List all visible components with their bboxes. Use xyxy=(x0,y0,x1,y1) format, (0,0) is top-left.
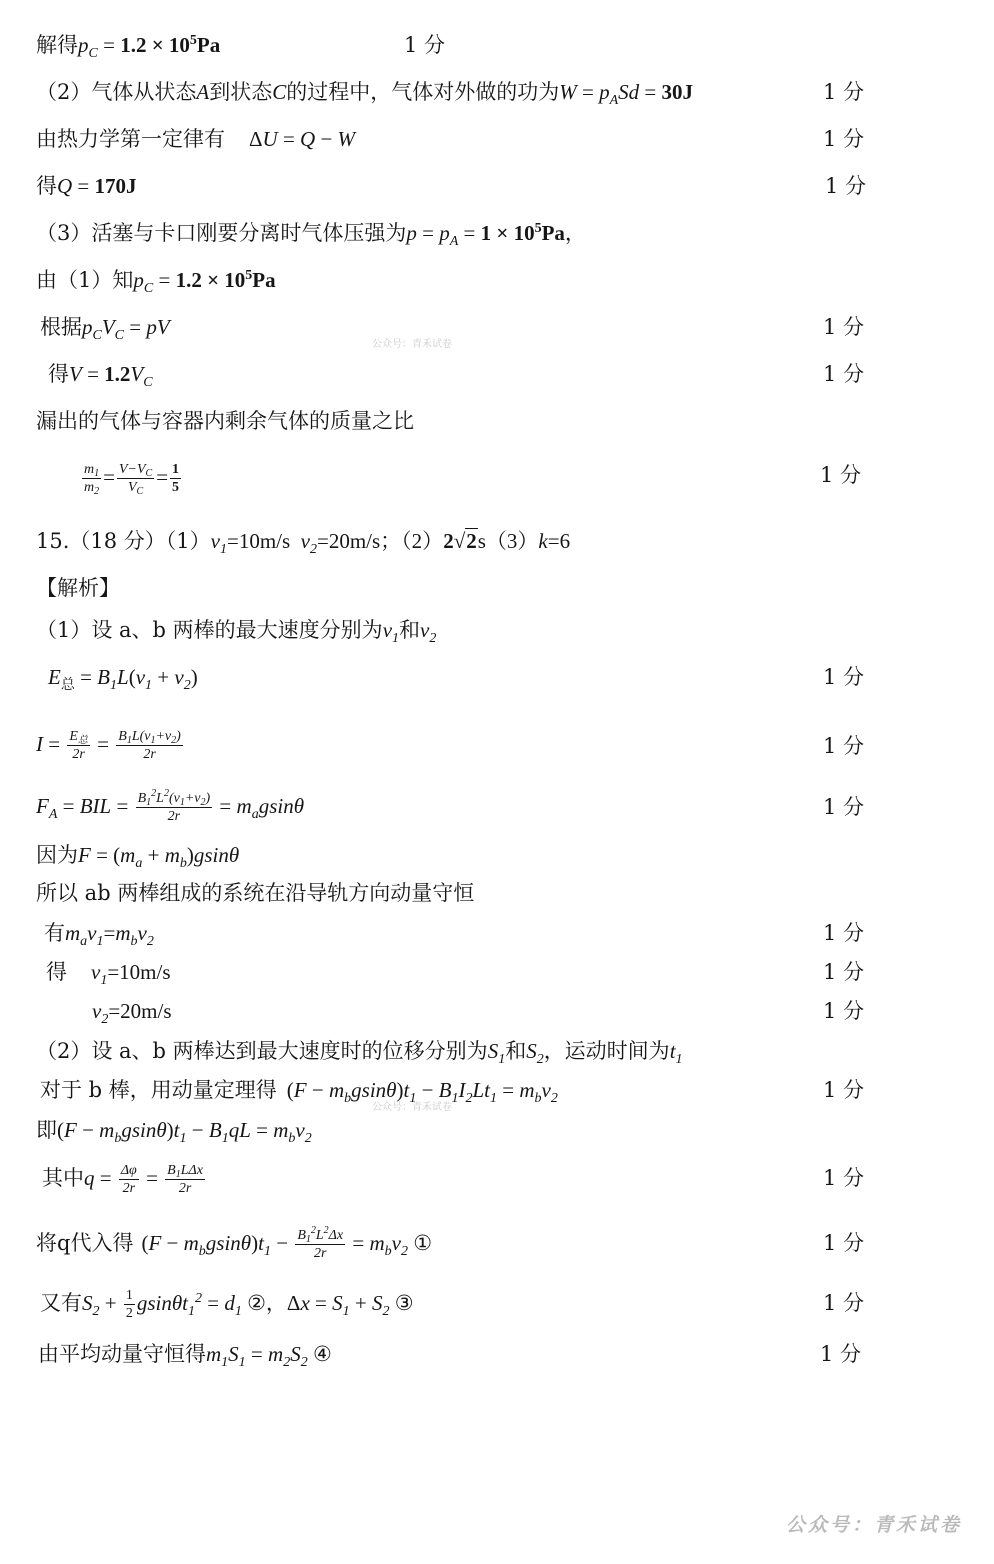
line-text: 到状态 xyxy=(209,80,273,104)
line-text: 得 xyxy=(48,362,69,386)
line-text: 即 xyxy=(36,1118,57,1142)
watermark-center: 公众号：青禾试卷 xyxy=(372,339,452,350)
line-mass-ratio: $\frac{m_1}{m_2}$ = $\frac{V-V_C}{V_C}$ = $\frac{1}{5}$ xyxy=(84,462,180,497)
score-points: 1 分 xyxy=(823,80,865,104)
line-solve-pc: 解得$p_C = 1.2 \times 10^5Pa$ xyxy=(36,33,221,61)
score-points: 1 分 xyxy=(823,795,865,819)
line-text: 将q代入得 xyxy=(36,1231,134,1255)
line-text: （3）活塞与卡口刚要分离时气体压强为 xyxy=(36,221,407,245)
score-points: 1 分 xyxy=(823,960,865,984)
question-15-answer: 15.（18 分）$(1)v_1=10m/s$ $v_2=20m/s$；（2）2√2s（3）k=6 xyxy=(36,529,571,557)
line-max-speed: （1）设 a、b 两棒的最大速度分别为$v_1$和$v_2$ xyxy=(36,618,437,646)
line-piston-pressure: （3）活塞与卡口刚要分离时气体压强为$p = p_A = 1 \times 10^5Pa$， xyxy=(36,221,586,249)
line-text: 又有 xyxy=(40,1291,82,1315)
line-v1: 得 $v_1=10m/s$ xyxy=(46,960,171,988)
line-mass-ratio-intro: 漏出的气体与容器内剩余气体的质量之比 xyxy=(36,409,414,433)
line-momentum-conservation: 所以 ab 两棒组成的系统在沿导轨方向动量守恒 xyxy=(36,881,475,905)
line-text: 对于 b 棒，用动量定理得 xyxy=(40,1078,277,1102)
line-v2: $v_2=20m/s$ xyxy=(92,999,172,1027)
line-text: 因为 xyxy=(36,843,78,867)
line-impulse-q: 即$(F - m_bgsin\theta)t_1 - B_1qL = m_bv_2$ xyxy=(36,1118,312,1146)
score-points: 1 分 xyxy=(823,921,865,945)
line-displacement-eq: 又有$S_2$ + $\frac{1}{2}$ $gsin\theta t_1^2 = d_1$ ②，$\Delta x = S_1 + S_2$ ③ xyxy=(40,1288,414,1321)
line-from-1: 由（1）知$p_C = 1.2 \times 10^5Pa$ xyxy=(36,268,276,296)
score-points: 1 分 xyxy=(823,127,865,151)
line-impulse-theorem: 对于 b 棒，用动量定理得 $(F - m_bgsin\theta)t_1 - B_1I_2Lt_1 = m_bv_2$ xyxy=(40,1078,558,1106)
line-text: 由平均动量守恒得 xyxy=(38,1342,206,1366)
score-points: 1 分 xyxy=(823,1231,865,1255)
line-average-momentum: 由平均动量守恒得$m_1S_1 = m_2S_2$ ④ xyxy=(38,1342,332,1370)
line-text: 其中 xyxy=(42,1166,84,1190)
line-momentum-eq: 有$m_av_1=m_bv_2$ xyxy=(44,921,154,949)
line-emf: $E_总 = B_1L(v_1 + v_2)$ xyxy=(48,665,198,693)
line-substitute-q: 将q代入得 $(F - m_bgsin\theta)t_1$ − $\frac{B_1^2L^2\Delta x}{2r}$ = $m_bv_2$ ① xyxy=(36,1225,433,1261)
line-text: 得 xyxy=(46,960,67,984)
line-q-result: 得Q = 170J xyxy=(36,174,137,198)
score-points: 1 分 xyxy=(823,665,865,689)
score-points: 1 分 xyxy=(823,1078,865,1102)
line-text: 的过程中，气体对外做的功为 xyxy=(286,80,560,104)
line-current: I = $\frac{E_总}{2r}$ = $\frac{B_1L(v_1+v_2)}{2r}$ xyxy=(36,729,181,762)
line-text: 有 xyxy=(44,921,65,945)
line-because: 因为$F = (m_a + m_b)gsin\theta$ xyxy=(36,843,240,871)
line-ampere-force: $F_A$ = BIL = $\frac{B_1^2L^2(v_1+v_2)}{2r}$ = $m_agsin\theta$ xyxy=(36,788,305,824)
score-points: 1 分 xyxy=(823,999,865,1023)
score-points: 1 分 xyxy=(404,33,446,57)
formula-work: W xyxy=(559,80,577,104)
line-boyle: 根据$p_CV_C$ = pV xyxy=(40,315,170,343)
score-points: 1 分 xyxy=(823,362,865,386)
line-text: 由（1）知 xyxy=(36,268,134,292)
line-volume: 得$V = 1.2V_C$ xyxy=(48,362,153,390)
score-points: 1 分 xyxy=(825,174,867,198)
score-points: 1 分 xyxy=(823,734,865,758)
line-text: 得 xyxy=(36,174,57,198)
line-text: （2）设 a、b 两棒达到最大速度时的位移分别为 xyxy=(36,1039,488,1063)
line-charge: 其中q = $\frac{\Delta\varphi}{2r}$ = $\frac{B_1L\Delta x}{2r}$ xyxy=(42,1163,203,1196)
line-text: （1）设 a、b 两棒的最大速度分别为 xyxy=(36,618,383,642)
line-text: 解得 xyxy=(36,33,78,57)
score-points: 1 分 xyxy=(823,1291,865,1315)
watermark-bottom-right: 公众号：青禾试卷 xyxy=(786,1514,963,1536)
score-points: 1 分 xyxy=(820,463,862,487)
line-text: 根据 xyxy=(40,315,82,339)
line-first-law: 由热力学第一定律有 ΔU = Q − W xyxy=(36,127,356,151)
score-points: 1 分 xyxy=(823,315,865,339)
line-text: （2）气体从状态 xyxy=(36,80,197,104)
watermark-center: 公众号：青禾试卷 xyxy=(372,1102,452,1113)
line-work: （2）气体从状态A到状态C的过程中，气体对外做的功为$W = p_ASd = 30J$ xyxy=(36,80,693,108)
state-c-label: C xyxy=(272,80,287,104)
line-text: 15.（18 分）（1） xyxy=(36,529,211,553)
score-points: 1 分 xyxy=(823,1166,865,1190)
line-displacement: （2）设 a、b 两棒达到最大速度时的位移分别为$S_1$和$S_2$，运动时间为$t_1$ xyxy=(36,1039,683,1067)
score-points: 1 分 xyxy=(820,1342,862,1366)
state-a-label: A xyxy=(196,80,210,104)
formula-pc: $p_C$ xyxy=(78,33,98,61)
analysis-heading: 【解析】 xyxy=(36,576,120,600)
line-text: 由热力学第一定律有 xyxy=(36,127,225,151)
